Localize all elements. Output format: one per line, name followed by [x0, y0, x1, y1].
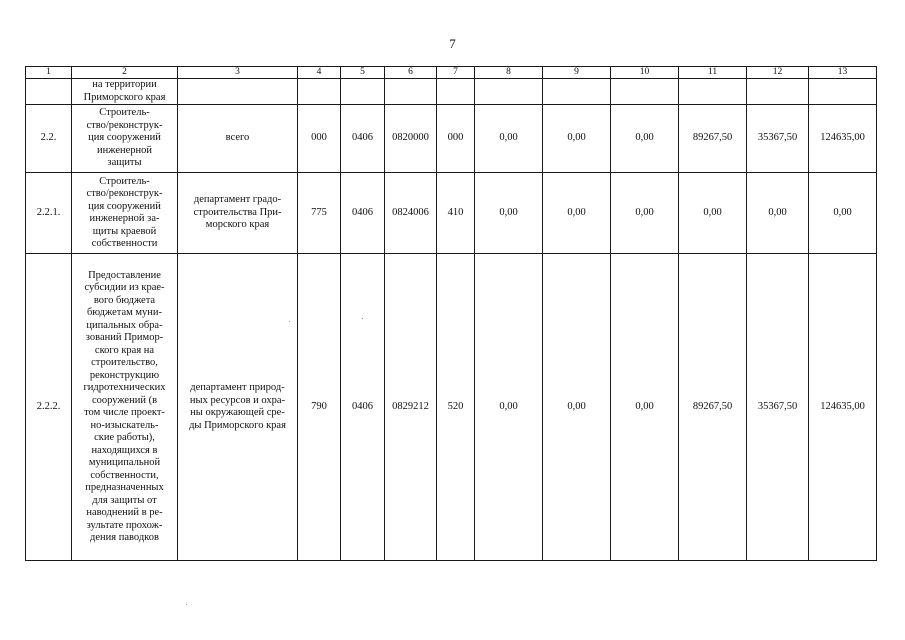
row-cell: 410 [437, 173, 475, 254]
row-cell: 0,00 [543, 254, 611, 561]
row-cell: 35367,50 [747, 254, 809, 561]
row-cell: 0,00 [747, 173, 809, 254]
row-cell: 0,00 [543, 105, 611, 173]
row-code: 2.2.2. [26, 254, 72, 561]
row-cell: 790 [298, 254, 341, 561]
row-cell [298, 79, 341, 105]
row-cell: 000 [437, 105, 475, 173]
table-row [26, 254, 877, 561]
column-number: 7 [437, 67, 475, 79]
row-cell: 0,00 [611, 105, 679, 173]
row-cell [679, 79, 747, 105]
column-number: 6 [385, 67, 437, 79]
row-cell: 520 [437, 254, 475, 561]
row-cell: 0829212 [385, 254, 437, 561]
row-name: Строитель- ство/реконструк- ция сооружений инженерной защиты [72, 105, 178, 173]
row-cell [543, 79, 611, 105]
row-cell: 0824006 [385, 173, 437, 254]
page-number: 7 [449, 36, 456, 51]
row-name: Предоставление субсидии из крае- вого бюджета бюджетам муни- ципальных обра- зований Примор- ского края на строительство, реконструкцию гидротехнических сооружений (в том числе проект- но-изыскатель- ские работы), находящихся в муниципальной собственности, предназначенных для защиты от наводнений в ре- зультате прохож- дения паводков [72, 254, 178, 561]
row-cell: 0406 [341, 254, 385, 561]
column-number-row [26, 67, 877, 79]
row-cell [809, 79, 877, 105]
row-code: 2.2.1. [26, 173, 72, 254]
table-row [26, 173, 877, 254]
column-number: 8 [475, 67, 543, 79]
row-cell [437, 79, 475, 105]
column-number: 3 [178, 67, 298, 79]
row-cell: 35367,50 [747, 105, 809, 173]
row-cell: 89267,50 [679, 254, 747, 561]
row-cell: 0,00 [475, 105, 543, 173]
row-cell: 0406 [341, 173, 385, 254]
row-cell: 124635,00 [809, 105, 877, 173]
row-cell [747, 79, 809, 105]
row-cell: 0,00 [611, 173, 679, 254]
column-number: 9 [543, 67, 611, 79]
scan-speck [186, 604, 187, 605]
row-cell: 0,00 [475, 173, 543, 254]
column-number: 1 [26, 67, 72, 79]
row-cell: 124635,00 [809, 254, 877, 561]
row-name: Строитель- ство/реконструк- ция сооружений инженерной за- щиты краевой собственности [72, 173, 178, 254]
row-cell: 000 [298, 105, 341, 173]
column-number: 5 [341, 67, 385, 79]
row-cell [385, 79, 437, 105]
table-row [26, 79, 877, 105]
row-cell: 0406 [341, 105, 385, 173]
column-number: 10 [611, 67, 679, 79]
row-code: 2.2. [26, 105, 72, 173]
row-cell [611, 79, 679, 105]
row-cell: 0,00 [543, 173, 611, 254]
row-executor: департамент природ- ных ресурсов и охра- ны окружающей сре- ды Приморского края [178, 254, 298, 561]
scan-speck [362, 318, 363, 319]
column-number: 13 [809, 67, 877, 79]
row-cell: 0820000 [385, 105, 437, 173]
row-name: на территории Приморского края [72, 79, 178, 105]
row-cell: 0,00 [809, 173, 877, 254]
table-row [26, 105, 877, 173]
budget-table [25, 66, 877, 561]
row-executor: всего [178, 105, 298, 173]
row-cell: 0,00 [679, 173, 747, 254]
column-number: 2 [72, 67, 178, 79]
row-cell [341, 79, 385, 105]
column-number: 12 [747, 67, 809, 79]
row-code [26, 79, 72, 105]
row-cell: 775 [298, 173, 341, 254]
column-number: 11 [679, 67, 747, 79]
row-executor [178, 79, 298, 105]
row-executor: департамент градо- строительства При- морского края [178, 173, 298, 254]
column-number: 4 [298, 67, 341, 79]
row-cell: 0,00 [611, 254, 679, 561]
row-cell: 89267,50 [679, 105, 747, 173]
scan-speck [289, 321, 290, 322]
row-cell: 0,00 [475, 254, 543, 561]
row-cell [475, 79, 543, 105]
